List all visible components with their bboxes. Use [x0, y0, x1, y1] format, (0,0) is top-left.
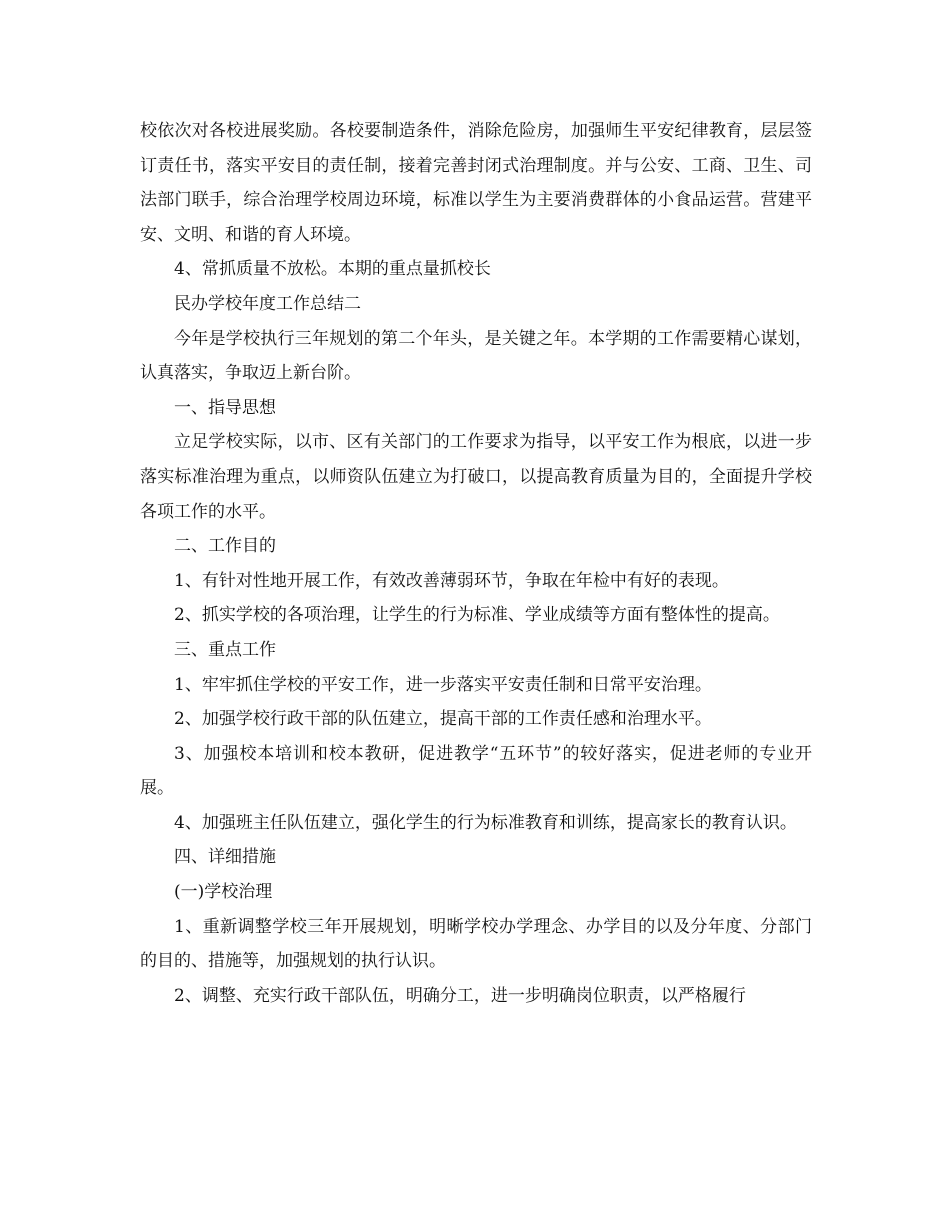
paragraph: 4、常抓质量不放松。本期的重点量抓校长	[174, 259, 491, 280]
heading: 四、详细措施	[174, 847, 276, 868]
paragraph: 2、调整、充实行政干部队伍，明确分工，进一步明确岗位职责，以严格履行	[174, 985, 746, 1006]
paragraph: 2、加强学校行政干部的队伍建立，提高干部的工作责任感和治理水平。	[174, 709, 712, 730]
subheading: (一)学校治理	[174, 882, 273, 903]
document-body	[140, 114, 812, 1013]
paragraph: 立足学校实际，以市、区有关部门的工作要求为指导，以平安工作为根底，以进一步落实标准治理为重点，以师资队伍建立为打破口，以提高教育质量为目的，全面提升学校各项工作的水平。	[140, 432, 812, 522]
paragraph: 1、重新调整学校三年开展规划，明晰学校办学理念、办学目的以及分年度、分部门的目的、措施等，加强规划的执行认识。	[140, 916, 812, 972]
section-title: 民办学校年度工作总结二	[174, 293, 361, 314]
heading: 二、工作目的	[174, 536, 276, 557]
heading: 一、指导思想	[174, 397, 276, 418]
paragraph: 3、加强校本培训和校本教研，促进教学“五环节”的较好落实，促进老师的专业开展。	[140, 743, 812, 799]
paragraph: 今年是学校执行三年规划的第二个年头，是关键之年。本学期的工作需要精心谋划，认真落实，争取迈上新台阶。	[140, 328, 812, 384]
paragraph: 1、牢牢抓住学校的平安工作，进一步落实平安责任制和日常平安治理。	[174, 674, 712, 695]
paragraph: 校依次对各校进展奖励。各校要制造条件，消除危险房，加强师生平安纪律教育，层层签订责任书，落实平安目的责任制，接着完善封闭式治理制度。并与公安、工商、卫生、司法部门联手，综合治理学校周边环境，标准以学生为主要消费群体的小食品运营。营建平安、文明、和谐的育人环境。	[140, 121, 812, 245]
paragraph: 2、抓实学校的各项治理，让学生的行为标准、学业成绩等方面有整体性的提高。	[174, 605, 780, 626]
heading: 三、重点工作	[174, 639, 276, 660]
paragraph: 1、有针对性地开展工作，有效改善薄弱环节，争取在年检中有好的表现。	[174, 570, 729, 591]
paragraph: 4、加强班主任队伍建立，强化学生的行为标准教育和训练，提高家长的教育认识。	[174, 812, 797, 833]
